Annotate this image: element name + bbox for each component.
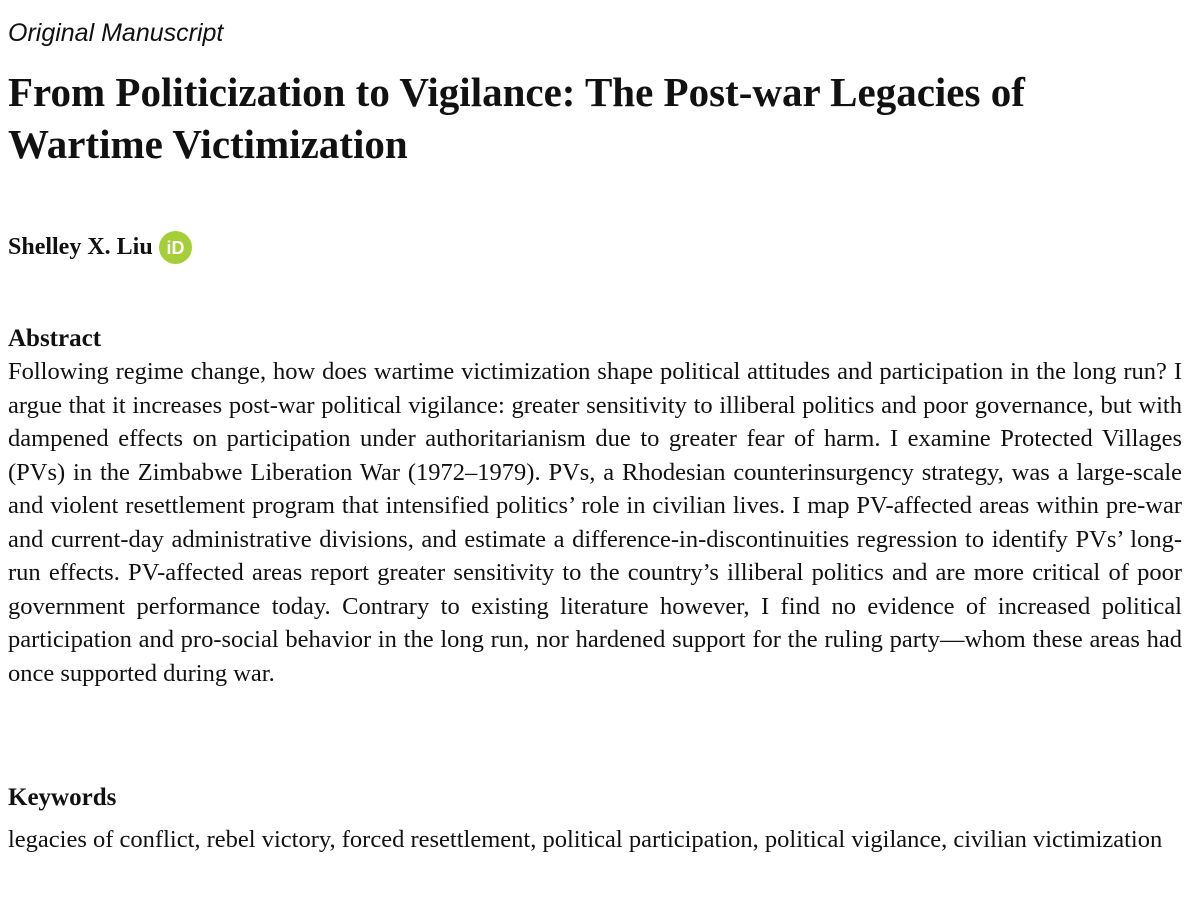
author-name: Shelley X. Liu bbox=[8, 234, 153, 260]
keywords-heading: Keywords bbox=[8, 784, 117, 811]
author-line bbox=[8, 230, 192, 264]
article-type-label: Original Manuscript bbox=[8, 19, 224, 47]
keywords-text: legacies of conflict, rebel victory, forced resettlement, political participation, political vigilance, civilian victimization bbox=[8, 826, 1163, 853]
orcid-label: iD bbox=[166, 237, 185, 258]
abstract-text: Following regime change, how does wartime victimization shape political attitudes and participation in the long run? I argue that it increases post-war political vigilance: greater sensitivity to illiberal politics and poor governance, but with dampened effects on participation under authoritarianism due to greater fear of harm. I examine Protected Villages (PVs) in the Zimbabwe Liberation War (1972–1979). PVs, a Rhodesian counterinsurgency strategy, was a large-scale and violent resettlement program that intensified politics’ role in civilian lives. I map PV-affected areas within pre-war and current-day administrative divisions, and estimate a difference-in-discontinuities regression to identify PVs’ long-run effects. PV-affected areas report greater sensitivity to the country’s illiberal politics and are more critical of poor government performance today. Contrary to existing literature however, I find no evidence of increased political participation and pro-social behavior in the long run, nor hardened support for the ruling party—whom these areas had once supported during war. bbox=[8, 358, 1182, 687]
orcid-id-icon[interactable] bbox=[159, 231, 192, 264]
abstract-heading: Abstract bbox=[8, 325, 102, 352]
page-title: From Politicization to Vigilance: The Post-war Legacies of Wartime Victimization bbox=[8, 69, 1025, 167]
